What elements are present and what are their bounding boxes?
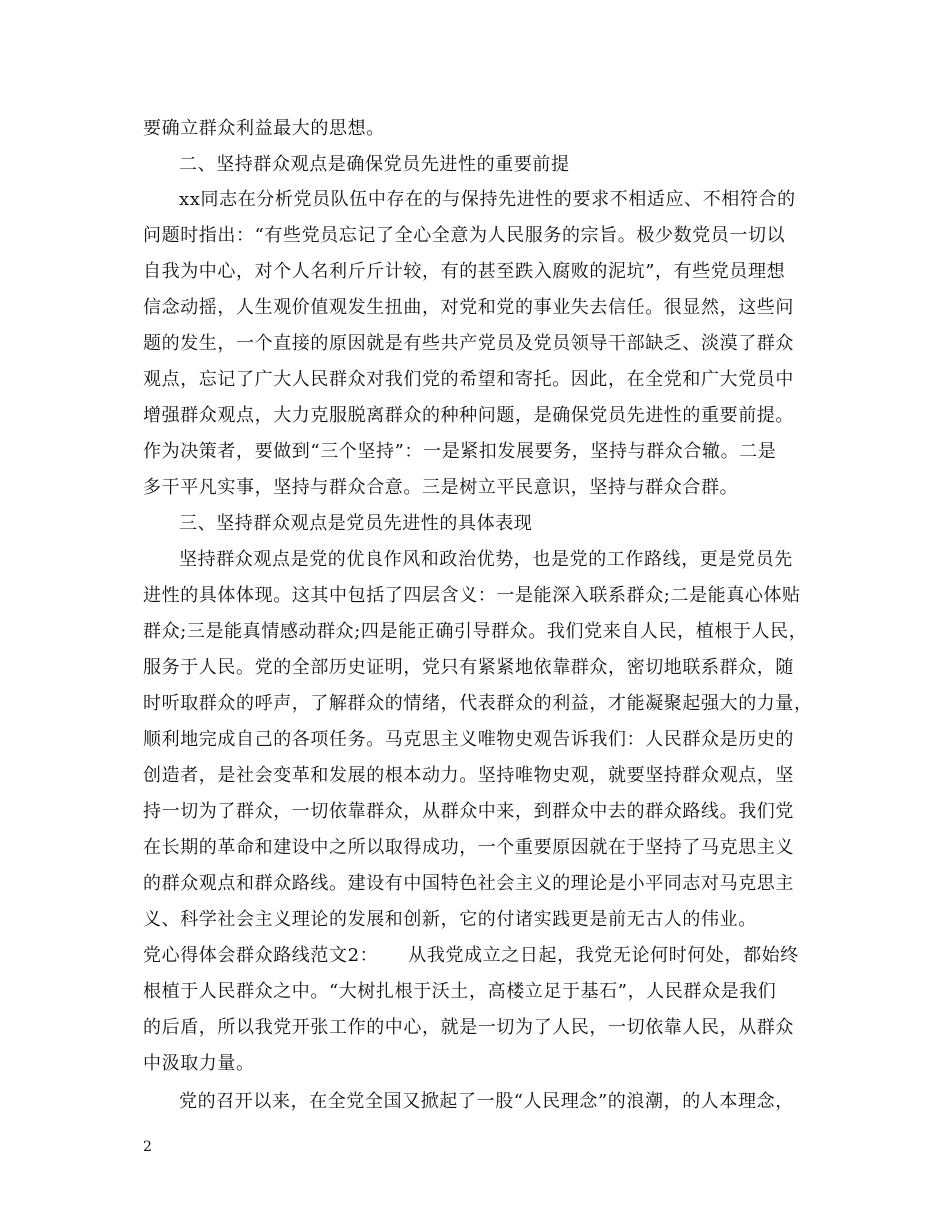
text-line: 服务于人民。党的全部历史证明，党只有紧紧地依靠群众，密切地联系群众，随: [143, 657, 794, 678]
text-line: 作为决策者，要做到“三个坚持”：一是紧扣发展要务，坚持与群众合辙。二是: [143, 441, 777, 462]
text-line: 根植于人民群众之中。“大树扎根于沃土，高楼立足于基石”，人民群众是我们: [143, 981, 777, 1002]
sample-heading-line: [143, 944, 799, 968]
text-line: 观点，忘记了广大人民群众对我们党的希望和寄托。因此，在全党和广大党员中: [143, 369, 794, 390]
text-line: 党的召开以来，在全党全国又掀起了一股“人民理念”的浪潮，的人本理念，: [179, 1091, 794, 1112]
text-line: 自我为中心，对个人名利斤斤计较，有的甚至跌入腐败的泥坑”，有些党员理想: [143, 261, 786, 282]
text-line: 题的发生，一个直接的原因就是有些共产党员及党员领导干部缺乏、淡漠了群众: [143, 333, 794, 354]
text-line: 进性的具体体现。这其中包括了四层含义：一是能深入联系群众;二是能真心体贴: [143, 585, 801, 606]
text-line: 信念动摇，人生观价值观发生扭曲，对党和党的事业失去信任。很显然，这些问: [143, 297, 794, 318]
text-line: 时听取群众的呼声，了解群众的情绪，代表群众的利益，才能凝聚起强大的力量，: [143, 693, 813, 714]
text-line: 的群众观点和群众路线。建设有中国特色社会主义的理论是小平同志对马克思主: [143, 873, 794, 894]
text-line: 多干平凡实事，坚持与群众合意。三是树立平民意识，坚持与群众合群。: [143, 477, 739, 498]
sample-heading: 党心得体会群众路线范文2：: [143, 945, 379, 966]
text-line: 中汲取力量。: [143, 1053, 255, 1074]
text-line: 群众;三是能真情感动群众;四是能正确引导群众。我们党来自人民，植根于人民，: [143, 621, 808, 642]
text-line: 问题时指出：“有些党员忘记了全心全意为人民服务的宗旨。极少数党员一切以: [143, 225, 786, 246]
sample-first-line: 从我党成立之日起，我党无论何时何处，都始终: [408, 945, 799, 966]
text-line: 的后盾，所以我党开张工作的中心，就是一切为了人民，一切依靠人民，从群众: [143, 1017, 794, 1038]
text-line: 增强群众观点，大力克服脱离群众的种种问题，是确保党员先进性的重要前提。: [143, 405, 794, 426]
text-line: 要确立群众利益最大的思想。: [143, 118, 385, 139]
section-heading: 二、坚持群众观点是确保党员先进性的重要前提: [179, 154, 570, 175]
text-line: 顺利地完成自己的各项任务。马克思主义唯物史观告诉我们：人民群众是历史的: [143, 729, 794, 750]
text-line: 持一切为了群众，一切依靠群众，从群众中来，到群众中去的群众路线。我们党: [143, 801, 794, 822]
section-heading: 三、坚持群众观点是党员先进性的具体表现: [179, 513, 533, 534]
text-line: 坚持群众观点是党的优良作风和政治优势，也是党的工作路线，更是党员先: [179, 549, 793, 570]
text-line: xx同志在分析党员队伍中存在的与保持先进性的要求不相适应、不相符合的: [179, 189, 796, 210]
text-line: 义、科学社会主义理论的发展和创新，它的付诸实践更是前无古人的伟业。: [143, 909, 757, 930]
text-line: 在长期的革命和建设中之所以取得成功，一个重要原因就在于坚持了马克思主义: [143, 837, 794, 858]
page-number: 2: [143, 1139, 152, 1155]
text-line: 创造者，是社会变革和发展的根本动力。坚持唯物史观，就要坚持群众观点，坚: [143, 765, 794, 786]
